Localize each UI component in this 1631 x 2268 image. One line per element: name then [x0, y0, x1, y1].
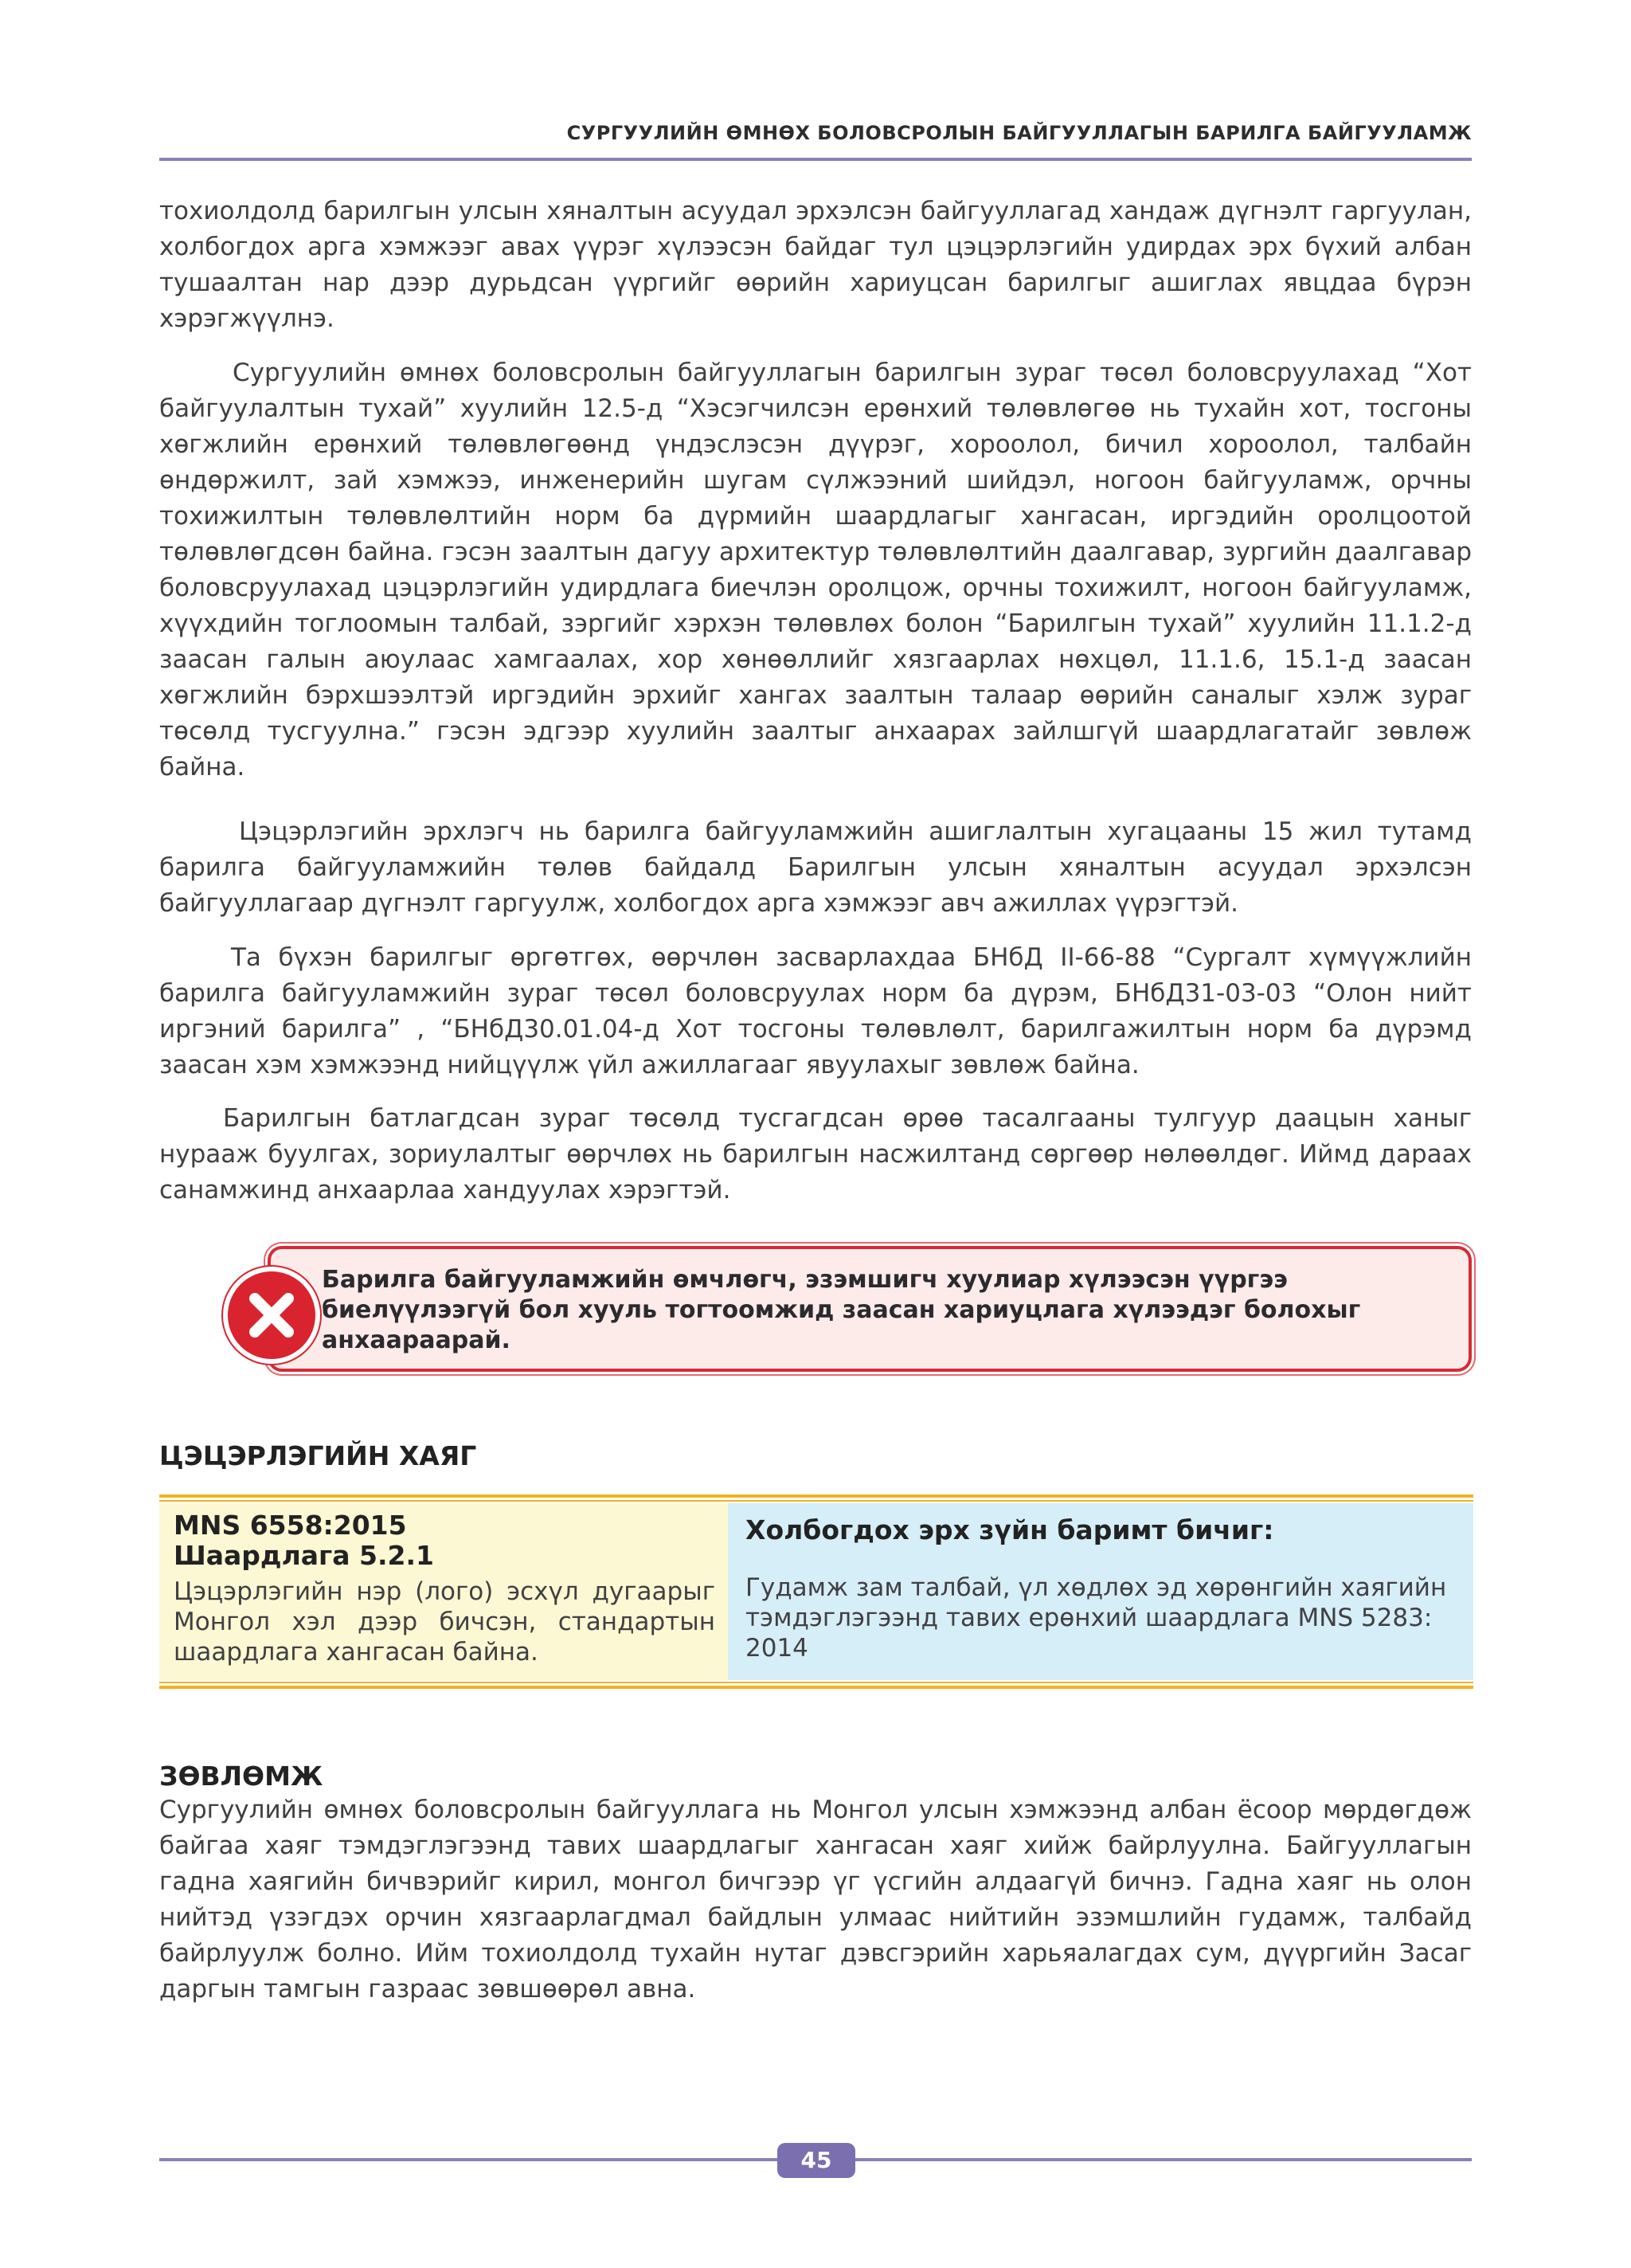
warning-callout	[268, 1246, 1472, 1372]
paragraph-1-text: тохиолдолд барилгын улсын хяналтын асуудал эрхэлсэн байгууллагад хандаж дүгнэлт гаргуулан, холбогдох арга хэмжээг авах үүрэг хүлээсэн байдаг тул цэцэрлэгийн удирдах эрх бүхий албан тушаалтан нар дээр дурьдсан үүргийг өөрийн хариуцсан барилгыг ашиглах явцдаа бүрэн хэрэгжүүлнэ.	[159, 197, 1472, 333]
paragraph-2-text: Сургуулийн өмнөх боловсролын байгууллагын барилгын зураг төсөл боловсруулахад “Хот байгуулалтын тухай” хуулийн 12.5-д “Хэсэгчилсэн ерөнхий төлөвлөгөө нь тухайн хот, тосгоны хөгжлийн ерөнхий төлөвлөгөөнд үндэслэсэн дүүрэг, хороолол, бичил хороолол, талбайн өндөржилт, зай хэмжээ, инженерийн шугам сүлжээний шийдэл, ногоон байгууламж, орчны тохижилтын төлөвлөлтийн норм ба дүрмийн шаардлагыг хангасан, иргэдийн оролцоотой төлөвлөгдсөн байна. гэсэн заалтын дагуу архитектур төлөвлөлтийн даалгавар, зургийн даалгавар боловсруулахад цэцэрлэгийн удирдлага биечлэн оролцож, орчны тохижилт, ногоон байгууламж, хүүхдийн тоглоомын талбай, зэргийг хэрхэн төлөвлөх болон “Барилгын тухай” хуулийн 11.1.2-д заасан галын аюулаас хамгаалах, хор хөнөөллийг хязгаарлах нөхцөл, 11.1.6, 15.1-д заасан хөгжлийн бэрхшээлтэй иргэдийн эрхийг хангах заалтын талаар өөрийн саналыг хэлж зураг төсөлд тусгуулна.” гэсэн эдгээр хуулийн заалтыг анхаарах зайлшгүй шаардлагатайг зөвлөж байна.	[159, 358, 1472, 781]
close-icon	[223, 1267, 320, 1364]
running-header: СУРГУУЛИЙН ӨМНӨХ БОЛОВСРОЛЫН БАЙГУУЛЛАГЫН БАРИЛГА БАЙГУУЛАМЖ	[566, 122, 1472, 144]
paragraph-3-text: Цэцэрлэгийн эрхлэгч нь барилга байгууламжийн ашиглалтын хугацааны 15 жил тутамд барилга байгууламжийн төлөв байдалд Барилгын улсын хяналтын асуудал эрхэлсэн байгууллагаар дүгнэлт гаргуулж, холбогдох арга хэмжээг авч ажиллах үүрэгтэй.	[159, 817, 1472, 918]
address-section-heading: ЦЭЦЭРЛЭГИЙН ХАЯГ	[159, 1440, 477, 1471]
standard-code: MNS 6558:2015	[174, 1510, 407, 1541]
related-documents-title: Холбогдох эрх зүйн баримт бичиг:	[745, 1514, 1274, 1545]
related-documents-cell	[728, 1503, 1473, 1680]
recommendation-heading: ЗӨВЛӨМЖ	[159, 1761, 323, 1792]
paragraph-3	[159, 814, 1472, 922]
paragraph-5	[159, 1101, 1472, 1208]
standard-requirement-text: Цэцэрлэгийн нэр (лого) эсхүл дугаарыг Монгол хэл дээр бичсэн, стандартын шаардлага хангасан байна.	[174, 1577, 715, 1667]
related-documents-text: Гудамж зам талбай, үл хөдлөх эд хөрөнгийн хаягийн тэмдэглэгээнд тавих ерөнхий шаардлага MNS 5283: 2014	[745, 1573, 1447, 1663]
table-bottom-rule	[159, 1686, 1473, 1689]
table-top-rule-thin	[159, 1500, 1473, 1502]
page-number: 45	[777, 2143, 855, 2178]
paragraph-4-text: Та бүхэн барилгыг өргөтгөх, өөрчлөн засварлахдаа БНбД II-66-88 “Сургалт хүмүүжлийн барилга байгууламжийн зураг төсөл боловсруулах норм ба дүрэм, БНбД31-03-03 “Олон нийт иргэний барилга” , “БНбД30.01.04-д Хот тосгоны төлөвлөлт, барилгажилтын норм ба дүрэмд заасан хэм хэмжээнд нийцүүлж үйл ажиллагааг явуулахыг зөвлөж байна.	[159, 943, 1472, 1079]
standard-cell	[159, 1503, 728, 1680]
recommendation-paragraph	[159, 1792, 1472, 2008]
paragraph-1	[159, 194, 1472, 337]
table-bottom-rule-thin	[159, 1682, 1473, 1683]
table-top-rule	[159, 1494, 1473, 1498]
paragraph-5-text: Барилгын батлагдсан зураг төсөлд тусгагдсан өрөө тасалгааны тулгуур даацын ханыг нурааж буулгах, зориулалтыг өөрчлөх нь барилгын насжилтанд сөргөөр нөлөөлдөг. Иймд дараах санамжинд анхаарлаа хандуулах хэрэгтэй.	[159, 1104, 1472, 1205]
header-divider	[159, 158, 1472, 161]
warning-text: Барилга байгууламжийн өмчлөгч, эзэмшигч хуулиар хүлээсэн үүргээ биелүүлээгүй бол хууль тогтоомжид заасан хариуцлага хүлээдэг болохыг анхаараарай.	[322, 1266, 1361, 1354]
standard-table	[159, 1494, 1473, 1689]
paragraph-2	[159, 355, 1472, 785]
paragraph-4	[159, 940, 1472, 1083]
standard-requirement: Шаардлага 5.2.1	[174, 1540, 434, 1571]
recommendation-text: Сургуулийн өмнөх боловсролын байгууллага нь Монгол улсын хэмжээнд албан ёсоор мөрдөгдөж байгаа хаяг тэмдэглэгээнд тавих шаардлагыг хангасан хаяг хийж байрлуулна. Байгууллагын гадна хаягийн бичвэрийг кирил, монгол бичгээр үг үсгийн алдаагүй бичнэ. Гадна хаяг нь олон нийтэд үзэгдэх орчин хязгаарлагдмал байдлын улмаас нийтийн эзэмшлийн гудамж, талбайд байрлуулж болно. Ийм тохиолдолд тухайн нутаг дэвсгэрийн харьяалагдах сум, дүүргийн Засаг даргын тамгын газраас зөвшөөрөл авна.	[159, 1796, 1472, 2004]
